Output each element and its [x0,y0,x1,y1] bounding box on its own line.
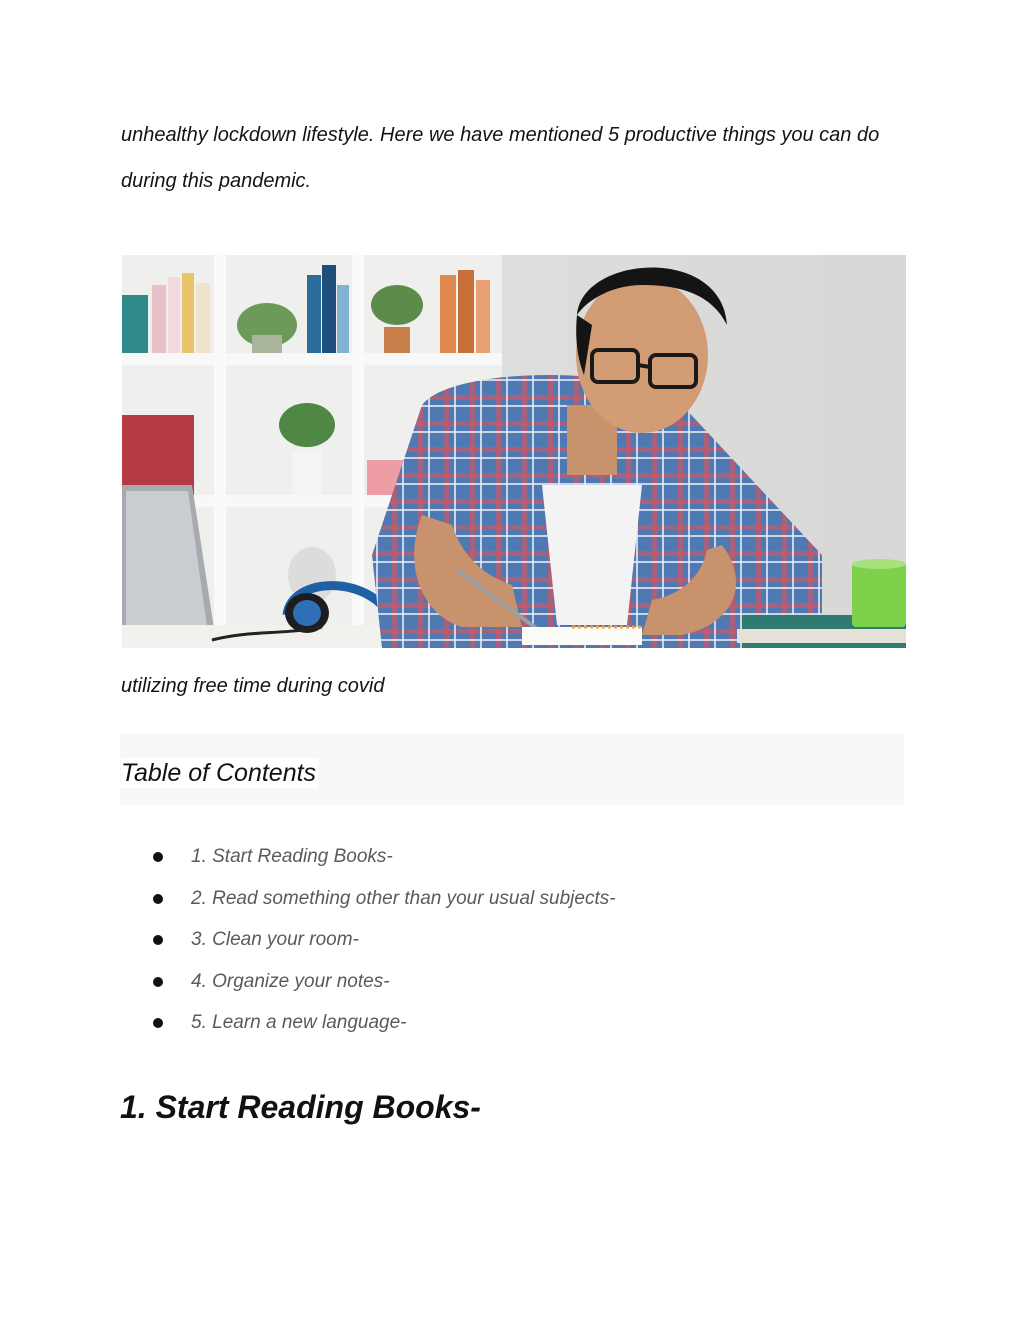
toc-title: Table of Contents [121,759,317,787]
toc-item [150,926,616,968]
green-mug [852,559,906,627]
toc-item [150,843,616,885]
toc-item [150,1009,616,1051]
table-of-contents-box [120,734,904,805]
toc-list [150,843,616,1051]
intro-paragraph-line-1: unhealthy lockdown lifestyle. Here we have mentioned 5 productive things you can do [121,124,880,146]
bullet-icon [153,852,163,862]
toc-link-1[interactable]: 1. Start Reading Books- [191,846,393,867]
toc-item [150,968,616,1010]
bullet-icon [153,1018,163,1028]
intro-paragraph-line-2: during this pandemic. [121,170,312,192]
section-heading: 1. Start Reading Books- [120,1089,481,1125]
toc-link-2[interactable]: 2. Read something other than your usual subjects- [191,887,616,909]
bullet-icon [153,977,163,987]
bullet-icon [153,935,163,945]
image-caption: utilizing free time during covid [121,675,385,697]
toc-link-3[interactable]: 3. Clean your room- [191,929,359,951]
toc-link-4[interactable]: 4. Organize your notes- [191,970,390,992]
toc-item [150,885,616,927]
bullet-icon [153,894,163,904]
student-writing-photo [122,255,906,648]
toc-link-5[interactable]: 5. Learn a new language- [191,1012,407,1034]
